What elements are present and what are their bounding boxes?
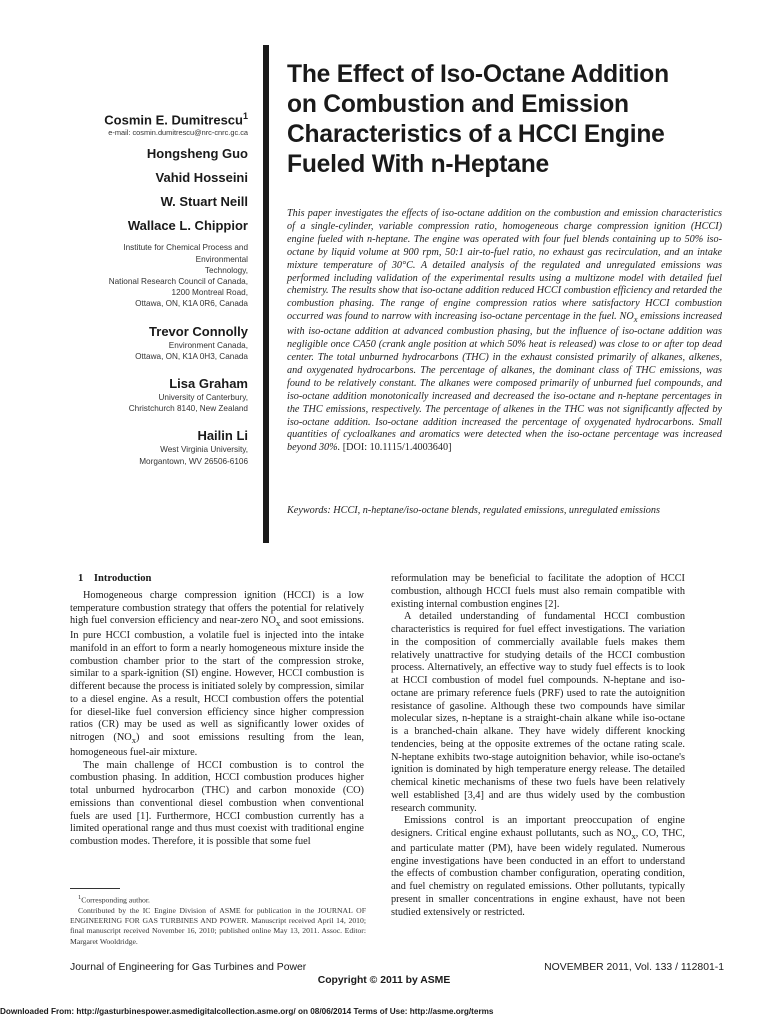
paragraph: Homogeneous charge compression ignition (HCCI) is a low temperature combustion strategy that offers the potential for relatively high fuel conversion efficiency and near-zero $NO_x$ and soot emissions. In pure HCCI combustion, a volatile fuel is injected into the intake manifold in an effort to form a nearly homogeneous mixture inside the combustion chamber prior to the start of the compression stroke, similar to a spark-ignition (SI) engine. However, HCCI combustion is different because the process is initiated solely by compression, similar to a diesel engine. As a result, HCCI combustion offers the potential for diesel-like fuel conversion efficiency since higher compression ratios (CR) may be used as well as significantly lower oxides of nitrogen $(NO_x)$ and soot emissions resulting from the lean, homogeneous fuel-air mixture. [70,589,364,758]
paper-title: The Effect of Iso-Octane Addition on Combustion and Emission Characteristics of a HCCI Engine Fueled With n-Heptane [287,61,669,178]
footer-journal-name: Journal of Engineering for Gas Turbines and Power [70,962,307,973]
footnote-rule [70,888,120,889]
author-name: Hongsheng Guo [146,146,248,162]
author-name: Lisa Graham [169,375,248,391]
section-heading: 1 Introduction [78,573,152,584]
affiliation: Environment Canada, Ottawa, ON, K1A 0H3, Canada [135,340,248,361]
author-name: Wallace L. Chippior [127,218,248,234]
paragraph: reformulation may be beneficial to facilitate the adoption of HCCI combustion, although HCCI fuels must also remain compatible with existing internal combustion engines [2]. [391,573,685,610]
footer-copyright: Copyright © 2011 by ASME [317,975,451,986]
author-block [70,108,248,467]
abstract: This paper investigates the effects of iso-octane addition on the combustion and emission characteristics of a single-cylinder, variable compression ratio, homogeneous charge compression ignition (HCCI) engine fueled with n-heptane. The engine was operated with four fuel blends containing up to 50% iso-octane by liquid volume at 900 rpm, 50:1 air-to-fuel ratio, no exhaust gas recirculation, and an intake mixture temperature of 30°C. A detailed analysis of the regulated and unregulated emissions was performed including validation of the experimental results using a multizone model with detailed fuel chemistry. The results show that iso-octane addition reduced HCCI combustion efficiency and retarded the combustion phasing. The range of engine compression ratios where satisfactory HCCI combustion occurred was found to narrow with increasing iso-octane percentage in the fuel. $NO_x$ emissions increased with iso-octane addition at advanced combustion phasing, but the influence of iso-octane addition was negligible once CA50 (crank angle position at which 50% heat is released) was close to or after top dead center. The total unburned hydrocarbons (THC) in the exhaust consisted primarily of alkanes, alkenes, and oxygenated hydrocarbons. The percentage of alkanes, the dominant class of THC emissions, was found to be relatively constant. The alkanes were composed primarily of unburned fuel compounds, and iso-octane addition monotonically increased and decreased the iso-octane and n-heptane percentages in the THC emissions, respectively. The percentage of alkenes in the THC was not significantly affected by iso-octane addition. Iso-octane addition increased the percentage of oxygenated hydrocarbons. Small quantities of cycloalkanes and aromatics were detected when the iso-octane percentage was increased beyond 30%. [DOI: 10.1115/1.4003640] [287,208,722,454]
paragraph: A detailed understanding of fundamental HCCI combustion characteristics is required for fuel effect investigations. The variation in the composition of commercially available fuels makes them relatively unattractive for studying details of the HCCI combustion process. Alternatively, an effective way to study fuel effects is to look at HCCI combustion of model fuel compounds. N-heptane and iso-octane are primary reference fuels (PRF) used to rate the autoignition resistance of gasoline. Although these two compounds have similar molecular sizes, n-heptane is a straight-chain alkane while iso-octane is a branched-chain alkane. They have widely different knocking tendencies, being at the opposite extremes of the octane rating scale. N-heptane exhibits two-stage autoignition behavior, while iso-octane's ignition is dominated by high temperature energy release. The detailed chemical kinetic mechanisms of these two fuels have been relatively well established [3,4] and are thus widely used by the combustion research community. [391,611,685,814]
affiliation: University of Canterbury, Christchurch 8140, New Zealand [128,392,248,414]
title-divider-rule [263,45,269,543]
author-name: Vahid Hosseini [155,170,248,186]
paragraph: The main challenge of HCCI combustion is to control the combustion phasing. In addition, HCCI combustion produces higher total unburned hydrocarbon (THC) and carbon monoxide (CO) emissions than conventional diesel combustion when conventional fuels are used [1]. Furthermore, HCCI combustion currently has a limited operational range and thus must coexist with traditional engine combustion modes. Therefore, it is possible that some fuel [70,759,364,848]
body-column-right [391,573,685,919]
author-name: Hailin Li [197,428,248,444]
doi-link[interactable]: [DOI: 10.1115/1.4003640] [342,442,452,454]
keywords: Keywords: HCCI, n-heptane/iso-octane blends, regulated emissions, unregulated emissions [287,505,660,516]
affiliation: West Virginia University, Morgantown, WV 26506-6106 [139,445,248,466]
download-notice: Downloaded From: http://gasturbinespower.asmedigitalcollection.asme.org/ on 08/06/2014 Terms of Use: http://asme.org/terms [0,1007,494,1016]
author-name: Cosmin E. Dumitrescu$^1$ [104,111,248,128]
author-name: W. Stuart Neill [160,194,248,210]
footnote: $^1$Corresponding author. Contributed by the IC Engine Division of ASME for publication in the JOURNAL OF ENGINEERING FOR GAS TURBINES AND POWER. Manuscript received April 14, 2010; final manuscript received November 16, 2010; published online May 13, 2011. Assoc. Editor: Margaret Wooldridge. [70,894,366,946]
footer-issue-info: NOVEMBER 2011, Vol. 133 / 112801-1 [544,962,724,973]
paragraph: Emissions control is an important preoccupation of engine designers. Critical engine exhaust pollutants, such as $NO_x$, CO, THC, and particulate matter (PM), have been widely regulated. Numerous engine investigations have been conducted in an effort to understand the effects of combustion chamber configuration, operating condition, and fuel chemistry on regulated emissions. Other pollutants, typically present in smaller concentrations in engine exhaust, have not been studied extensively or restricted. [391,815,685,918]
author-email: e-mail: cosmin.dumitrescu@nrc-cnrc.gc.ca [108,128,248,138]
author-name: Trevor Connolly [149,323,248,339]
body-column-left [70,573,364,849]
affiliation: Institute for Chemical Process and Environmental Technology, National Research Council of Canada, 1200 Montreal Road, Ottawa, ON, K1A 0R6, Canada [108,243,248,309]
